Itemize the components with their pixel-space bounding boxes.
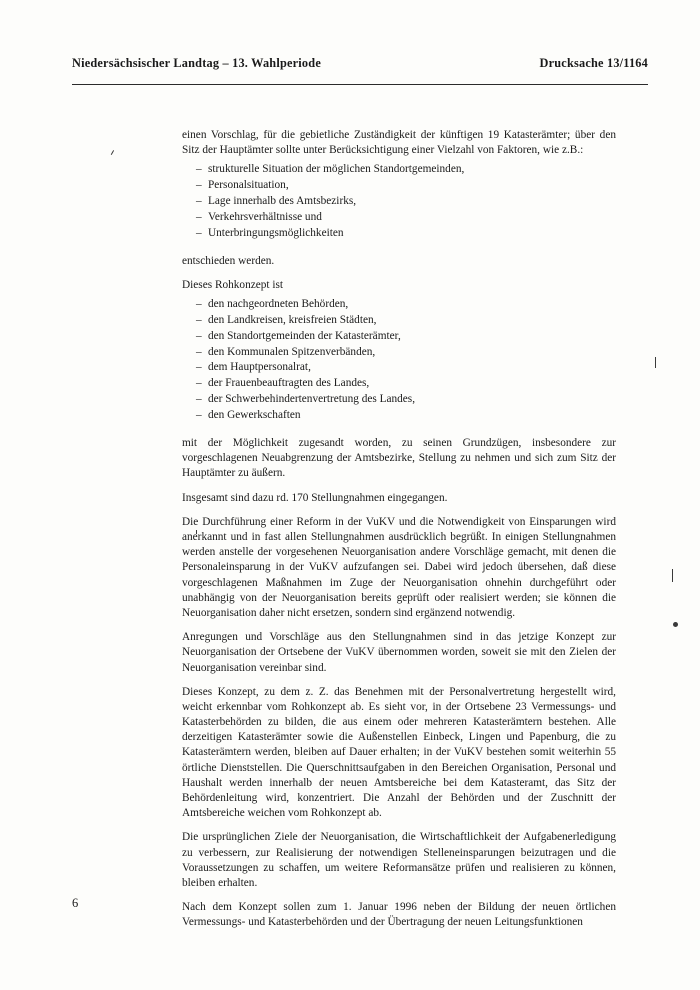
list-item: – Lage innerhalb des Amtsbezirks,: [196, 194, 616, 209]
list-item: – Unterbringungsmöglichkeiten: [196, 226, 616, 241]
list-item: – Personalsituation,: [196, 178, 616, 193]
page-header: [72, 56, 648, 71]
header-left-text: Niedersächsischer Landtag – 13. Wahlperiode: [72, 56, 321, 70]
header-divider: [72, 84, 648, 85]
page-number: 6: [72, 896, 79, 910]
list-item: – den Gewerkschaften: [196, 408, 616, 423]
margin-mark: [672, 569, 673, 582]
list-item: – der Schwerbehindertenvertretung des Landes,: [196, 392, 616, 407]
margin-mark: [655, 357, 656, 368]
list-factors: [182, 162, 616, 240]
list-item: – den Landkreisen, kreisfreien Städten,: [196, 313, 616, 328]
paragraph-intro: einen Vorschlag, für die gebietliche Zuständigkeit der künftigen 19 Katasterämter; über den Sitz der Hauptämter sollte unter Berücksichtigung einer Vielzahl von Faktoren, wie z.B.:: [182, 129, 616, 157]
list-item: – der Frauenbeauftragten des Landes,: [196, 376, 616, 391]
list-item: – Verkehrsverhältnisse und: [196, 210, 616, 225]
paragraph-nach: Nach dem Konzept sollen zum 1. Januar 1996 neben der Bildung der neuen örtlichen Vermessungs- und Katasterbehörden und der Übertragung der neuen Leitungsfunktionen: [182, 901, 616, 929]
paragraph-anregungen: Anregungen und Vorschläge aus den Stellungnahmen sind in das jetzige Konzept zur Neuorganisation der Ortsebene der VuKV übernommen worden, soweit sie mit den Zielen der Neuorganisation vereinbar sind.: [182, 631, 616, 674]
list-item: – den Standortgemeinden der Katasterämter,: [196, 329, 616, 344]
paragraph-konzept: Dieses Konzept, zu dem z. Z. das Benehmen mit der Personalvertretung hergestellt wird, weicht erkennbar vom Rohkonzept ab. Es sieht vor, in der Ortsebene 23 Vermessungs- und Katasterbehörden zu bilden, die aus einem oder mehreren Katasterämtern bestehen. Alle derzeitigen Katasterämter sowie die Außenstellen Einbeck, Lingen und Papenburg, die zu Katasterämtern werden, bleiben auf Dauer erhalten; in der VuKV bestehen somit weiterhin 55 örtliche Dienststellen. Die Querschnittsaufgaben in den Bereichen Organisation, Personal und Haushalt werden innerhalb der neuen Amtsbereiche bei dem Katasteramt, das Sitz der Behördenleitung wird, konzentriert. Die Anzahl der Behörden und der Zuschnitt der Amtsbereiche weichen vom Rohkonzept ab.: [182, 685, 616, 820]
list-item: – den nachgeordneten Behörden,: [196, 297, 616, 312]
list-item: – strukturelle Situation der möglichen Standortgemeinden,: [196, 162, 616, 177]
paragraph-insgesamt: Insgesamt sind dazu rd. 170 Stellungnahmen eingegangen.: [182, 491, 448, 504]
paragraph-entschieden: entschieden werden.: [182, 254, 275, 267]
header-right-text: Drucksache 13/1164: [539, 56, 648, 70]
paragraph-rohkonzept: Dieses Rohkonzept ist: [182, 279, 284, 292]
paragraph-ziele: Die ursprünglichen Ziele der Neuorganisation, die Wirtschaftlichkeit der Aufgabenerledigung zu verbessern, zur Realisierung der notwendigen Stelleneinsparungen beizutragen und die Voraussetzungen zu schaffen, um weitere Reformansätze prüfen und realisieren zu können, bleiben erhalten.: [182, 831, 616, 889]
list-item: – dem Hauptpersonalrat,: [196, 360, 616, 375]
margin-mark: [673, 622, 678, 627]
document-body: [182, 128, 616, 940]
list-recipients: [182, 297, 616, 423]
paragraph-moeglichkeit: mit der Möglichkeit zugesandt worden, zu seinen Grundzügen, insbesondere zur vorgeschlagenen Neuabgrenzung der Amtsbezirke, Stellung zu nehmen und sich zum Sitz der Hauptämter zu äußern.: [182, 437, 616, 480]
paragraph-durchfuehrung: Die Durchführung einer Reform in der VuKV und die Notwendigkeit von Einsparungen wird anerkannt und in fast allen Stellungnahmen ausdrücklich begrüßt. In einigen Stellungnahmen werden anstelle der vorgesehenen Neuorganisation andere Vorschläge gemacht, mit denen die Personaleinsparung in der VuKV aufzufangen sei. Dabei wird jedoch übersehen, daß diese vorgeschlagenen Maßnahmen im Zuge der Neuorganisation ohnehin durchgeführt oder unabhängig von der Neuorganisation bereits geprüft oder realisiert werden; sie können die Neuorganisation daher nicht ersetzen, sondern sind ergänzend notwendig.: [182, 515, 616, 619]
list-item: – den Kommunalen Spitzenverbänden,: [196, 345, 616, 360]
margin-mark: [111, 150, 115, 155]
